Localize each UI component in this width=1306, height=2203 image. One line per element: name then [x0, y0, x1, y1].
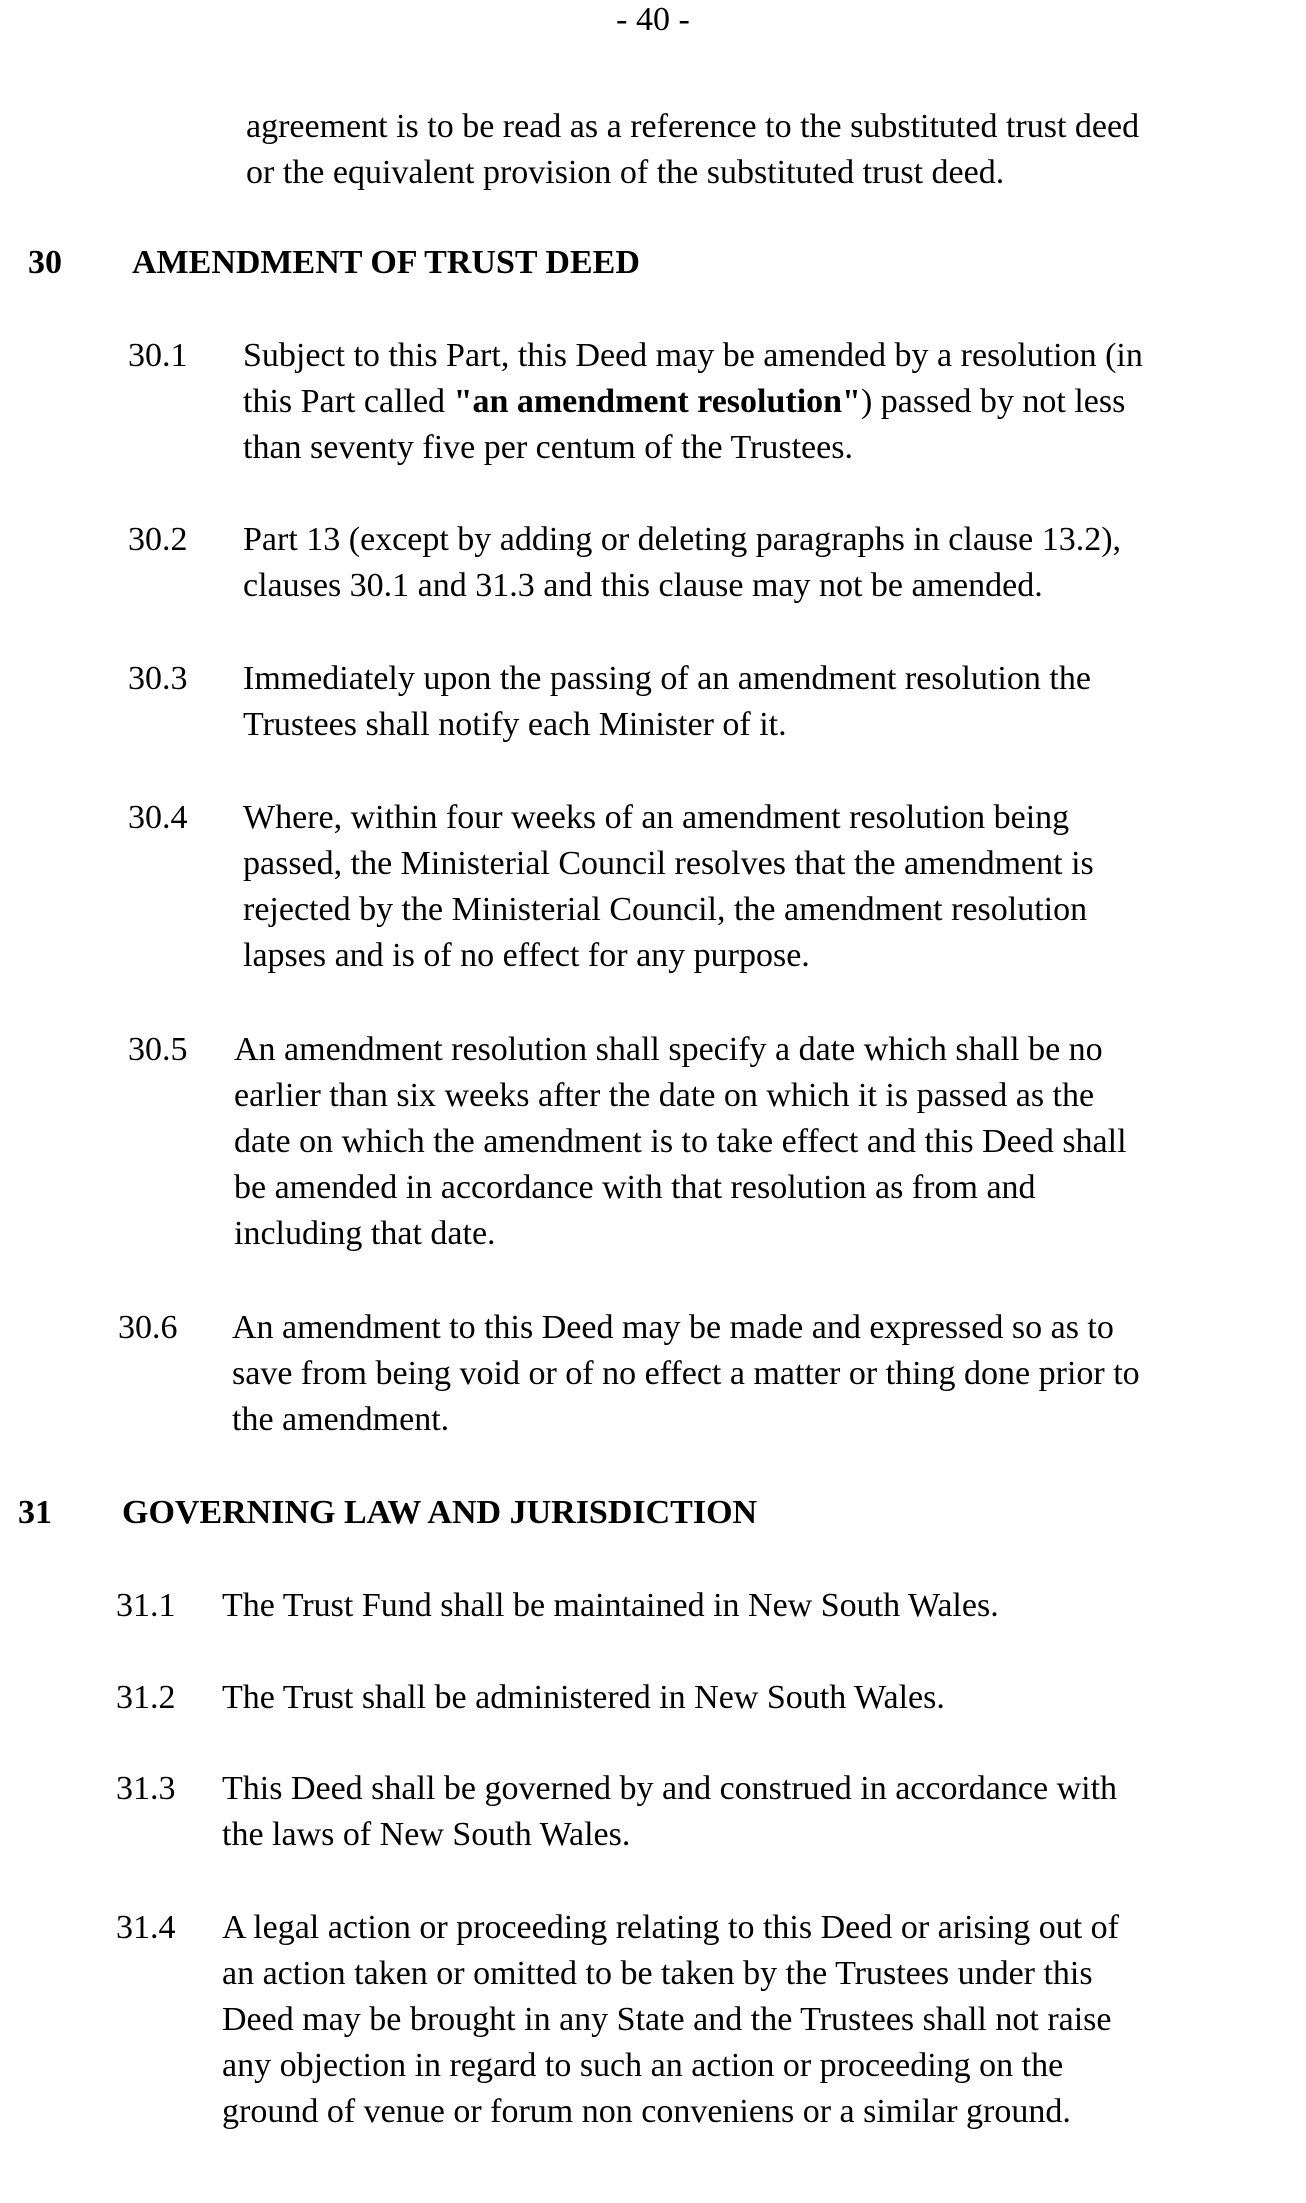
clause-line: lapses and is of no effect for any purpose. [243, 937, 810, 974]
section-title: GOVERNING LAW AND JURISDICTION [122, 1494, 758, 1531]
clause-line: save from being void or of no effect a matter or thing done prior to [232, 1355, 1140, 1392]
clause-number: 30.1 [128, 337, 188, 374]
clause-number: 30.2 [128, 521, 188, 558]
clause-line: The Trust shall be administered in New South Wales. [222, 1679, 945, 1716]
continuation-paragraph [246, 104, 1286, 196]
clause-line-part: this Part called [243, 383, 454, 420]
clause-line: rejected by the Ministerial Council, the amendment resolution [243, 891, 1088, 928]
clause-line: including that date. [234, 1215, 496, 1252]
clause-line: ground of venue or forum non conveniens or a similar ground. [222, 2093, 1071, 2130]
clause-text [234, 1027, 1284, 1257]
clause-number: 31.1 [116, 1587, 176, 1624]
section-number: 30 [28, 244, 62, 281]
clause-text [222, 1905, 1282, 2135]
clause-number: 30.3 [128, 660, 188, 697]
clause-line: A legal action or proceeding relating to this Deed or arising out of [222, 1909, 1119, 1946]
clause-line: An amendment resolution shall specify a date which shall be no [234, 1031, 1103, 1068]
continuation-line: agreement is to be read as a reference to the substituted trust deed [246, 108, 1140, 145]
clause-text [243, 517, 1283, 609]
clause-text [243, 333, 1283, 471]
clause-text [243, 795, 1283, 979]
clause-line [243, 379, 1283, 425]
clause-line: date on which the amendment is to take effect and this Deed shall [234, 1123, 1127, 1160]
clause-line: Trustees shall notify each Minister of it. [243, 706, 787, 743]
clause-line: Part 13 (except by adding or deleting paragraphs in clause 13.2), [243, 521, 1122, 558]
clause-line: Subject to this Part, this Deed may be amended by a resolution (in [243, 337, 1143, 374]
clause-line: An amendment to this Deed may be made and expressed so as to [232, 1309, 1114, 1346]
clause-line: an action taken or omitted to be taken by the Trustees under this [222, 1955, 1093, 1992]
clause-text [222, 1675, 1282, 1721]
clause-line-part: ) passed by not less [860, 383, 1126, 420]
clause-line: be amended in accordance with that resolution as from and [234, 1169, 1036, 1206]
clause-text [243, 656, 1283, 748]
clause-number: 31.4 [116, 1909, 176, 1946]
clause-line: passed, the Ministerial Council resolves that the amendment is [243, 845, 1094, 882]
clause-line: Deed may be brought in any State and the Trustees shall not raise [222, 2001, 1112, 2038]
clause-line: any objection in regard to such an action or proceeding on the [222, 2047, 1064, 2084]
clause-number: 31.2 [116, 1679, 176, 1716]
section-number: 31 [18, 1494, 52, 1531]
clause-text [222, 1766, 1282, 1858]
defined-term: "an amendment resolution" [453, 383, 861, 420]
section-title: AMENDMENT OF TRUST DEED [132, 244, 640, 281]
clause-line: earlier than six weeks after the date on which it is passed as the [234, 1077, 1095, 1114]
clause-text [222, 1583, 1282, 1629]
clause-line: the laws of New South Wales. [222, 1816, 631, 1853]
page-number: - 40 - [616, 1, 690, 38]
continuation-line: or the equivalent provision of the substituted trust deed. [246, 154, 1005, 191]
clause-number: 30.4 [128, 799, 188, 836]
clause-text [232, 1305, 1282, 1443]
clause-line: clauses 30.1 and 31.3 and this clause may not be amended. [243, 567, 1043, 604]
clause-line: The Trust Fund shall be maintained in New South Wales. [222, 1587, 999, 1624]
clause-line: Where, within four weeks of an amendment resolution being [243, 799, 1070, 836]
clause-number: 30.5 [128, 1031, 188, 1068]
clause-line: the amendment. [232, 1401, 450, 1438]
clause-number: 31.3 [116, 1770, 176, 1807]
clause-line: Immediately upon the passing of an amendment resolution the [243, 660, 1091, 697]
clause-line: than seventy five per centum of the Trustees. [243, 429, 853, 466]
clause-line: This Deed shall be governed by and construed in accordance with [222, 1770, 1118, 1807]
clause-number: 30.6 [118, 1309, 178, 1346]
